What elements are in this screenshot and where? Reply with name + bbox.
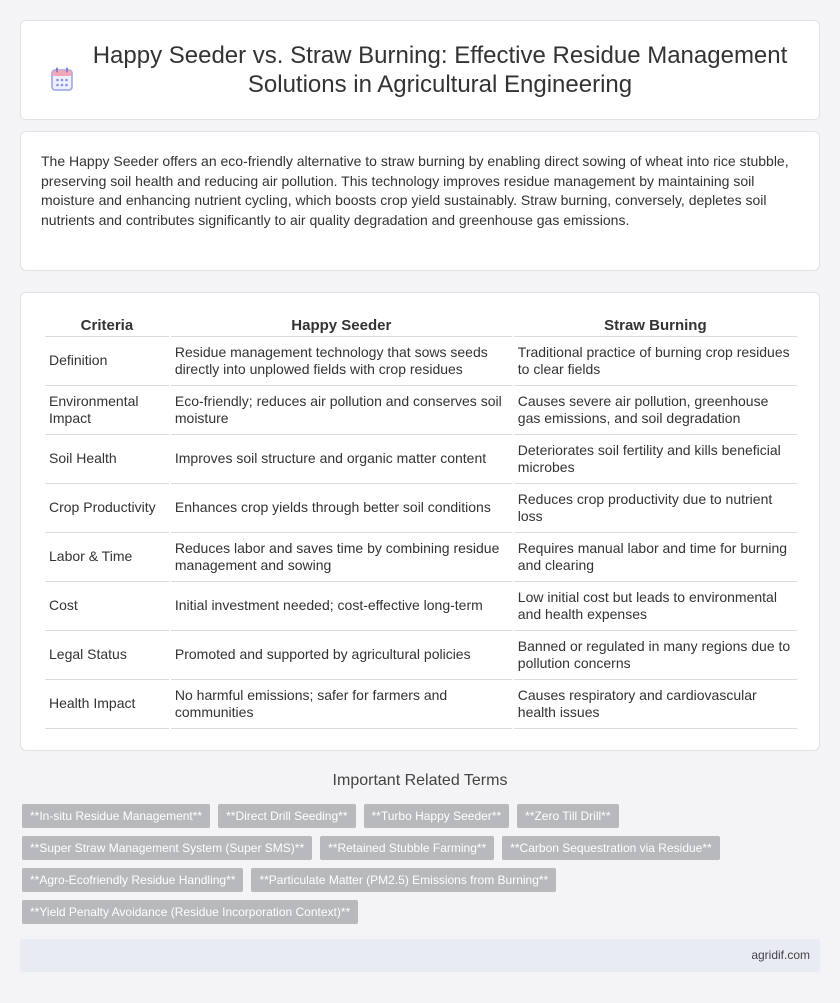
- footer-site-link[interactable]: agridif.com: [751, 948, 810, 962]
- footer: [20, 939, 820, 972]
- related-term-tag[interactable]: **Super Straw Management System (Super SMS)**: [22, 836, 312, 860]
- table-row: [45, 533, 797, 582]
- row-straw-burning: Traditional practice of burning crop residues to clear fields: [514, 337, 797, 386]
- row-straw-burning: Causes respiratory and cardiovascular health issues: [514, 680, 797, 729]
- comparison-table: [43, 311, 799, 729]
- row-criteria: Definition: [45, 337, 169, 386]
- title-wrap: [51, 41, 789, 99]
- row-criteria: Labor & Time: [45, 533, 169, 582]
- row-criteria: Soil Health: [45, 435, 169, 484]
- related-term-tag[interactable]: **Retained Stubble Farming**: [320, 836, 494, 860]
- row-criteria: Environmental Impact: [45, 386, 169, 435]
- related-term-tag[interactable]: **Particulate Matter (PM2.5) Emissions from Burning**: [251, 868, 556, 892]
- table-row: [45, 680, 797, 729]
- intro-card: [20, 131, 820, 271]
- row-criteria: Health Impact: [45, 680, 169, 729]
- table-row: [45, 435, 797, 484]
- row-happy-seeder: Enhances crop yields through better soil conditions: [171, 484, 512, 533]
- row-straw-burning: Reduces crop productivity due to nutrient loss: [514, 484, 797, 533]
- row-happy-seeder: Promoted and supported by agricultural policies: [171, 631, 512, 680]
- related-term-tag[interactable]: **Turbo Happy Seeder**: [364, 804, 510, 828]
- row-criteria: Legal Status: [45, 631, 169, 680]
- intro-paragraph: The Happy Seeder offers an eco-friendly alternative to straw burning by enabling direct sowing of wheat into rice stubble, preserving soil health and reducing air pollution. This technology improves residue management by maintaining soil moisture and enhancing nutrient cycling, which boosts crop yield sustainably. Straw burning, conversely, depletes soil nutrients and contributes significantly to air quality degradation and greenhouse gas emissions.: [41, 153, 789, 228]
- related-term-tag[interactable]: **Carbon Sequestration via Residue**: [502, 836, 719, 860]
- table-header-row: [45, 311, 797, 337]
- row-straw-burning: Deteriorates soil fertility and kills beneficial microbes: [514, 435, 797, 484]
- related-terms-list: [22, 804, 822, 924]
- row-happy-seeder: Reduces labor and saves time by combining residue management and sowing: [171, 533, 512, 582]
- comparison-table-card: [20, 292, 820, 751]
- row-happy-seeder: No harmful emissions; safer for farmers and communities: [171, 680, 512, 729]
- table-row: [45, 631, 797, 680]
- table-row: [45, 582, 797, 631]
- row-happy-seeder: Eco-friendly; reduces air pollution and conserves soil moisture: [171, 386, 512, 435]
- row-criteria: Crop Productivity: [45, 484, 169, 533]
- table-row: [45, 386, 797, 435]
- related-term-tag[interactable]: **In-situ Residue Management**: [22, 804, 210, 828]
- table-row: [45, 484, 797, 533]
- header-straw-burning: Straw Burning: [514, 311, 797, 337]
- row-straw-burning: Causes severe air pollution, greenhouse gas emissions, and soil degradation: [514, 386, 797, 435]
- calendar-icon: [51, 67, 73, 91]
- row-happy-seeder: Improves soil structure and organic matter content: [171, 435, 512, 484]
- row-happy-seeder: Residue management technology that sows seeds directly into unplowed fields with crop residues: [171, 337, 512, 386]
- related-term-tag[interactable]: **Yield Penalty Avoidance (Residue Incorporation Context)**: [22, 900, 358, 924]
- page-title: Happy Seeder vs. Straw Burning: Effective Residue Management Solutions in Agricultural Engineering: [92, 42, 788, 98]
- header-criteria: Criteria: [45, 311, 169, 337]
- related-term-tag[interactable]: **Agro-Ecofriendly Residue Handling**: [22, 868, 243, 892]
- row-straw-burning: Banned or regulated in many regions due to pollution concerns: [514, 631, 797, 680]
- row-straw-burning: Requires manual labor and time for burning and clearing: [514, 533, 797, 582]
- related-term-tag[interactable]: **Zero Till Drill**: [517, 804, 618, 828]
- related-term-tag[interactable]: **Direct Drill Seeding**: [218, 804, 355, 828]
- row-criteria: Cost: [45, 582, 169, 631]
- header-happy-seeder: Happy Seeder: [171, 311, 512, 337]
- row-straw-burning: Low initial cost but leads to environmental and health expenses: [514, 582, 797, 631]
- title-card: [20, 20, 820, 120]
- row-happy-seeder: Initial investment needed; cost-effective long-term: [171, 582, 512, 631]
- related-terms-heading: Important Related Terms: [332, 772, 508, 789]
- table-row: [45, 337, 797, 386]
